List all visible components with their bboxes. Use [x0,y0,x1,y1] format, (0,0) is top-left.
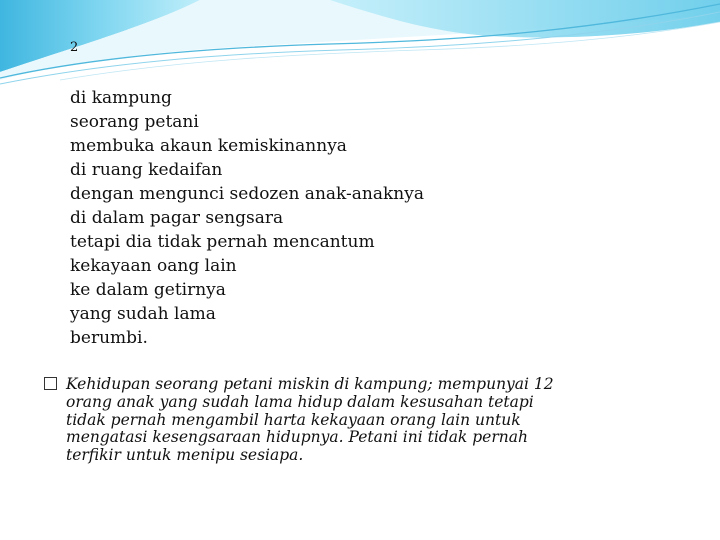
poem-line: seorang petani [70,112,199,132]
square-bullet-icon [44,377,57,390]
poem-line: ke dalam getirnya [70,280,226,300]
summary-text [66,376,654,465]
summary-line: mengatasi kesengsaraan hidupnya. Petani ini tidak pernah [66,428,528,447]
summary-bullet [44,376,654,465]
poem-line: di ruang kedaifan [70,160,223,180]
page-number: 2 [70,40,79,55]
poem-line: dengan mengunci sedozen anak-anaknya [70,184,424,204]
summary-line: terfikir untuk menipu sesiapa. [66,446,304,465]
poem [70,86,670,350]
header-wave-decoration [0,0,720,90]
poem-line: di dalam pagar sengsara [70,208,284,228]
poem-line: kekayaan oang lain [70,256,237,276]
summary-line: tidak pernah mengambil harta kekayaan orang lain untuk [66,410,521,429]
poem-line: membuka akaun kemiskinannya [70,136,347,156]
summary-line: Kehidupan seorang petani miskin di kampung; mempunyai 12 [66,375,554,393]
poem-line: berumbi. [70,328,148,348]
poem-line: di kampung [70,88,172,108]
poem-line: tetapi dia tidak pernah mencantum [70,232,375,252]
poem-line: yang sudah lama [70,304,216,324]
summary-line: orang anak yang sudah lama hidup dalam kesusahan tetapi [66,392,534,411]
